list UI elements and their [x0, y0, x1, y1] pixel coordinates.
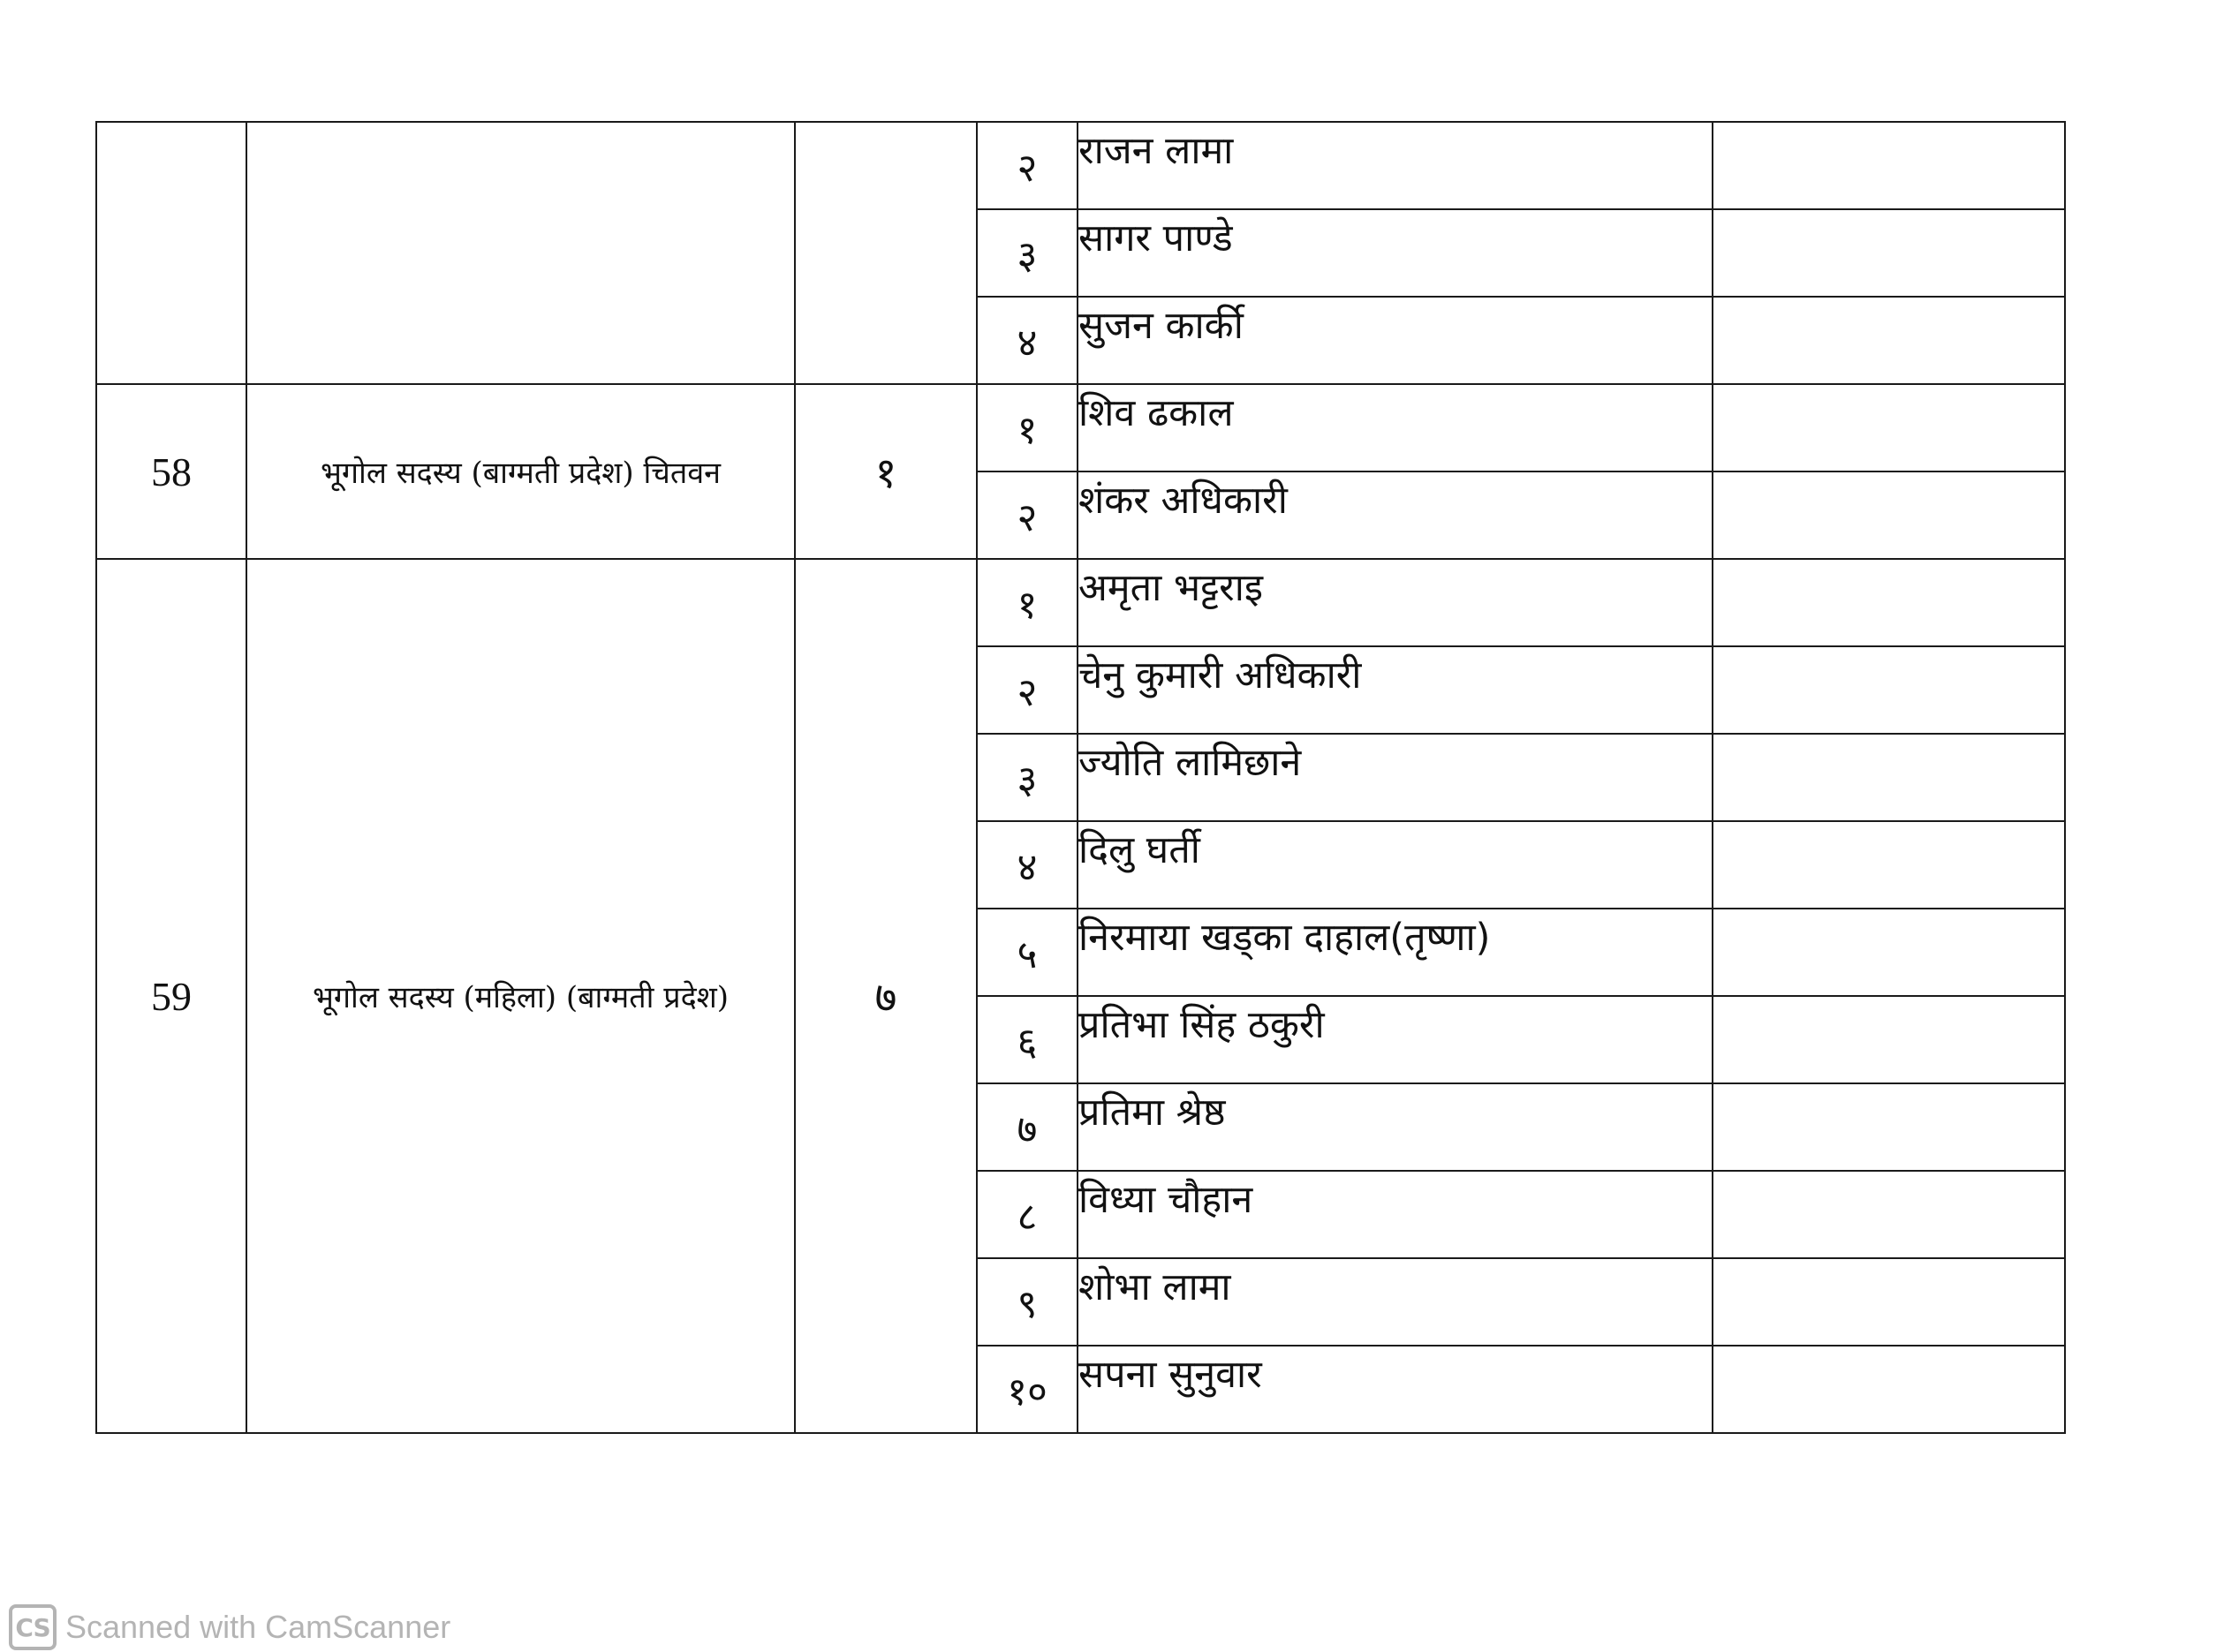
member-index-cell: १०: [977, 1346, 1078, 1433]
member-name-cell: शोभा लामा: [1078, 1258, 1713, 1346]
seat-count-cell: १: [795, 384, 977, 559]
table-row: [96, 384, 2065, 471]
remark-cell: [1713, 996, 2065, 1083]
member-name-cell: दिलु घर्ती: [1078, 821, 1713, 909]
remark-cell: [1713, 1346, 2065, 1433]
member-index-cell: ५: [977, 909, 1078, 996]
remark-cell: [1713, 646, 2065, 734]
member-index-cell: ४: [977, 297, 1078, 384]
member-index-cell: ३: [977, 734, 1078, 821]
seat-count-cell: [795, 122, 977, 384]
member-index-cell: २: [977, 122, 1078, 209]
member-index-cell: ९: [977, 1258, 1078, 1346]
camscanner-logo-icon: CS: [9, 1604, 57, 1650]
remark-cell: [1713, 122, 2065, 209]
member-name-cell: सपना सुनुवार: [1078, 1346, 1713, 1433]
member-name-cell: शंकर अधिकारी: [1078, 471, 1713, 559]
member-index-cell: ७: [977, 1083, 1078, 1171]
remark-cell: [1713, 1171, 2065, 1258]
seat-count-cell: ७: [795, 559, 977, 1433]
member-index-cell: ८: [977, 1171, 1078, 1258]
member-index-cell: २: [977, 646, 1078, 734]
member-list-table: [95, 121, 2066, 1434]
serial-number-cell: 59: [96, 559, 246, 1433]
member-name-cell: चेनु कुमारी अधिकारी: [1078, 646, 1713, 734]
post-title-cell: भूगोल सदस्य (महिला) (बाग्मती प्रदेश): [246, 559, 795, 1433]
serial-number-cell: [96, 122, 246, 384]
member-name-cell: प्रतिमा श्रेष्ठ: [1078, 1083, 1713, 1171]
remark-cell: [1713, 821, 2065, 909]
post-title-cell: [246, 122, 795, 384]
member-index-cell: २: [977, 471, 1078, 559]
member-name-cell: निरमाया खड्का दाहाल(तृष्णा): [1078, 909, 1713, 996]
member-name-cell: सुजन कार्की: [1078, 297, 1713, 384]
member-index-cell: ३: [977, 209, 1078, 297]
member-list-body: [96, 122, 2065, 1433]
remark-cell: [1713, 1258, 2065, 1346]
member-name-cell: विध्या चौहान: [1078, 1171, 1713, 1258]
post-title-cell: भूगोल सदस्य (बाग्मती प्रदेश) चितवन: [246, 384, 795, 559]
remark-cell: [1713, 559, 2065, 646]
table-row: [96, 559, 2065, 646]
remark-cell: [1713, 909, 2065, 996]
member-name-cell: शिव ढकाल: [1078, 384, 1713, 471]
member-index-cell: १: [977, 384, 1078, 471]
remark-cell: [1713, 384, 2065, 471]
member-name-cell: सागर पाण्डे: [1078, 209, 1713, 297]
table-row: [96, 122, 2065, 209]
member-name-cell: अमृता भट्टराइ: [1078, 559, 1713, 646]
member-name-cell: प्रतिभा सिंह ठकुरी: [1078, 996, 1713, 1083]
member-index-cell: ४: [977, 821, 1078, 909]
watermark-text: Scanned with CamScanner: [65, 1609, 451, 1645]
serial-number-cell: 58: [96, 384, 246, 559]
member-name-cell: ज्योति लामिछाने: [1078, 734, 1713, 821]
remark-cell: [1713, 297, 2065, 384]
remark-cell: [1713, 734, 2065, 821]
member-index-cell: ६: [977, 996, 1078, 1083]
member-index-cell: १: [977, 559, 1078, 646]
member-name-cell: राजन लामा: [1078, 122, 1713, 209]
remark-cell: [1713, 1083, 2065, 1171]
remark-cell: [1713, 471, 2065, 559]
remark-cell: [1713, 209, 2065, 297]
